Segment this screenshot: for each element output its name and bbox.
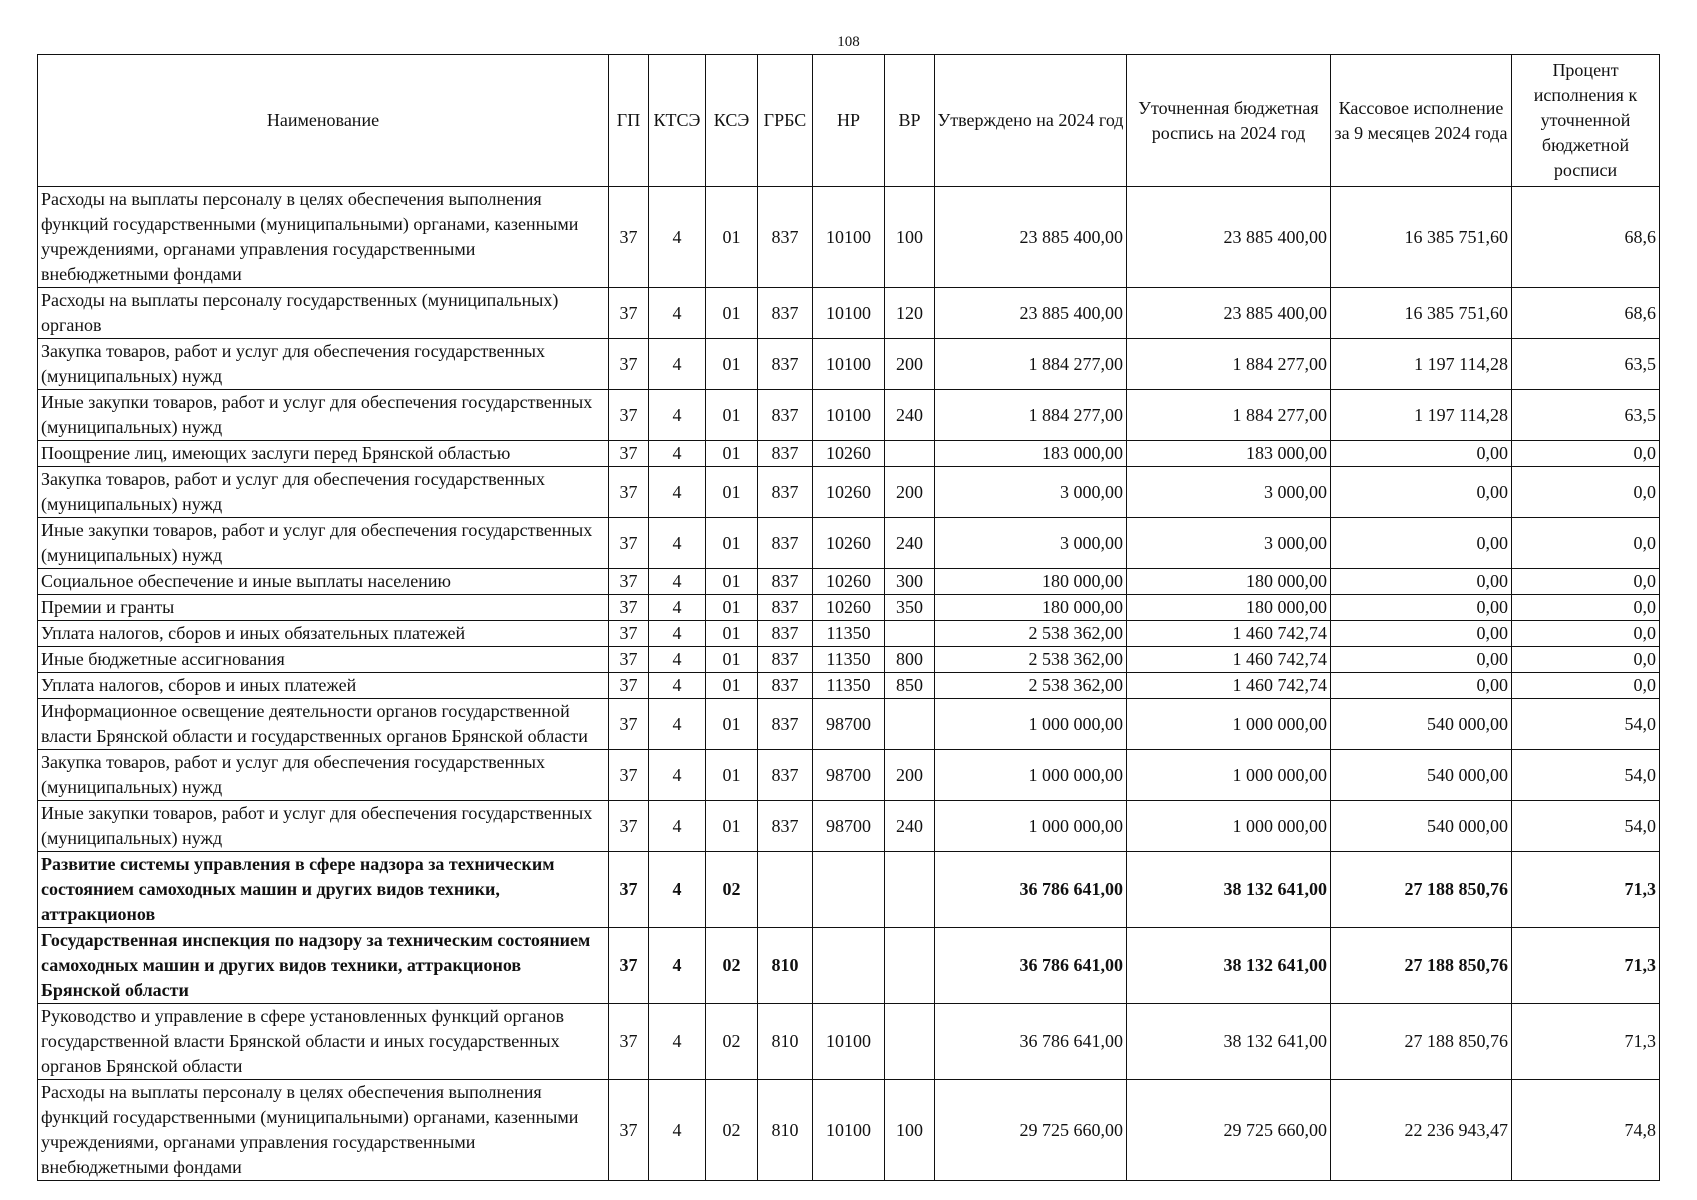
cell-gp: 37 xyxy=(609,621,649,647)
cell-np: 10260 xyxy=(813,467,885,518)
cell-name: Поощрение лиц, имеющих заслуги перед Брянской областью xyxy=(38,441,609,467)
cell-np: 11350 xyxy=(813,621,885,647)
cell-gp: 37 xyxy=(609,673,649,699)
cell-kse: 01 xyxy=(706,750,758,801)
cell-ktse: 4 xyxy=(649,467,706,518)
cell-gp: 37 xyxy=(609,187,649,288)
header-np: НР xyxy=(813,55,885,187)
cell-percent: 0,0 xyxy=(1512,467,1660,518)
cell-percent: 0,0 xyxy=(1512,621,1660,647)
cell-approved: 23 885 400,00 xyxy=(935,187,1127,288)
cell-vr xyxy=(885,928,935,1004)
cell-vr: 800 xyxy=(885,647,935,673)
table-row xyxy=(38,928,1660,1004)
cell-np: 10260 xyxy=(813,441,885,467)
cell-kse: 02 xyxy=(706,852,758,928)
cell-percent: 71,3 xyxy=(1512,928,1660,1004)
cell-approved: 1 000 000,00 xyxy=(935,750,1127,801)
table-row xyxy=(38,187,1660,288)
cell-percent: 68,6 xyxy=(1512,288,1660,339)
cell-executed: 0,00 xyxy=(1331,673,1512,699)
cell-name: Уплата налогов, сборов и иных обязательных платежей xyxy=(38,621,609,647)
cell-percent: 68,6 xyxy=(1512,187,1660,288)
cell-vr: 120 xyxy=(885,288,935,339)
cell-grbs xyxy=(758,852,813,928)
cell-gp: 37 xyxy=(609,1080,649,1181)
cell-percent: 0,0 xyxy=(1512,647,1660,673)
cell-clarified: 3 000,00 xyxy=(1127,467,1331,518)
header-executed: Кассовое исполнение за 9 месяцев 2024 года xyxy=(1331,55,1512,187)
table-row xyxy=(38,569,1660,595)
cell-grbs: 837 xyxy=(758,621,813,647)
cell-name: Руководство и управление в сфере установленных функций органов государственной власти Брянской области и иных государственных органов Брянской области xyxy=(38,1004,609,1080)
cell-vr: 850 xyxy=(885,673,935,699)
table-row xyxy=(38,441,1660,467)
cell-approved: 1 884 277,00 xyxy=(935,339,1127,390)
cell-name: Закупка товаров, работ и услуг для обеспечения государственных (муниципальных) нужд xyxy=(38,339,609,390)
cell-percent: 63,5 xyxy=(1512,339,1660,390)
cell-np: 10260 xyxy=(813,518,885,569)
cell-grbs: 837 xyxy=(758,467,813,518)
cell-ktse: 4 xyxy=(649,801,706,852)
header-vr: ВР xyxy=(885,55,935,187)
cell-executed: 0,00 xyxy=(1331,595,1512,621)
cell-kse: 01 xyxy=(706,441,758,467)
cell-grbs: 837 xyxy=(758,595,813,621)
header-approved: Утверждено на 2024 год xyxy=(935,55,1127,187)
cell-ktse: 4 xyxy=(649,339,706,390)
cell-clarified: 1 884 277,00 xyxy=(1127,390,1331,441)
cell-ktse: 4 xyxy=(649,1004,706,1080)
cell-name: Государственная инспекция по надзору за техническим состоянием самоходных машин и других видов техники, аттракционов Брянской области xyxy=(38,928,609,1004)
cell-name: Расходы на выплаты персоналу в целях обеспечения выполнения функций государственными (муниципальными) органами, казенными учреждениями, органами управления государственными внебюджетными фондами xyxy=(38,1080,609,1181)
cell-np: 10100 xyxy=(813,187,885,288)
cell-name: Иные закупки товаров, работ и услуг для обеспечения государственных (муниципальных) нужд xyxy=(38,390,609,441)
cell-executed: 22 236 943,47 xyxy=(1331,1080,1512,1181)
cell-gp: 37 xyxy=(609,441,649,467)
cell-vr: 200 xyxy=(885,339,935,390)
table-row xyxy=(38,467,1660,518)
cell-clarified: 1 460 742,74 xyxy=(1127,621,1331,647)
cell-clarified: 23 885 400,00 xyxy=(1127,187,1331,288)
header-ktse: КТСЭ xyxy=(649,55,706,187)
cell-approved: 3 000,00 xyxy=(935,518,1127,569)
cell-grbs: 837 xyxy=(758,390,813,441)
cell-gp: 37 xyxy=(609,390,649,441)
cell-ktse: 4 xyxy=(649,750,706,801)
cell-np: 10260 xyxy=(813,569,885,595)
cell-kse: 01 xyxy=(706,339,758,390)
cell-grbs: 837 xyxy=(758,699,813,750)
cell-grbs: 837 xyxy=(758,673,813,699)
cell-name: Уплата налогов, сборов и иных платежей xyxy=(38,673,609,699)
table-body xyxy=(38,187,1660,1181)
cell-executed: 0,00 xyxy=(1331,518,1512,569)
cell-name: Расходы на выплаты персоналу государственных (муниципальных) органов xyxy=(38,288,609,339)
cell-kse: 02 xyxy=(706,1004,758,1080)
cell-gp: 37 xyxy=(609,288,649,339)
cell-clarified: 183 000,00 xyxy=(1127,441,1331,467)
cell-grbs: 837 xyxy=(758,569,813,595)
cell-np: 10260 xyxy=(813,595,885,621)
cell-approved: 2 538 362,00 xyxy=(935,673,1127,699)
cell-kse: 02 xyxy=(706,1080,758,1181)
cell-gp: 37 xyxy=(609,1004,649,1080)
cell-percent: 71,3 xyxy=(1512,852,1660,928)
cell-kse: 01 xyxy=(706,673,758,699)
cell-approved: 1 000 000,00 xyxy=(935,699,1127,750)
cell-name: Информационное освещение деятельности органов государственной власти Брянской области и государственных органов Брянской области xyxy=(38,699,609,750)
cell-np: 10100 xyxy=(813,1004,885,1080)
cell-np: 10100 xyxy=(813,339,885,390)
cell-grbs: 810 xyxy=(758,1004,813,1080)
cell-gp: 37 xyxy=(609,852,649,928)
cell-kse: 01 xyxy=(706,518,758,569)
cell-grbs: 810 xyxy=(758,1080,813,1181)
cell-percent: 63,5 xyxy=(1512,390,1660,441)
cell-name: Иные закупки товаров, работ и услуг для обеспечения государственных (муниципальных) нужд xyxy=(38,801,609,852)
cell-ktse: 4 xyxy=(649,518,706,569)
cell-name: Закупка товаров, работ и услуг для обеспечения государственных (муниципальных) нужд xyxy=(38,467,609,518)
table-row xyxy=(38,852,1660,928)
cell-vr: 100 xyxy=(885,187,935,288)
cell-executed: 1 197 114,28 xyxy=(1331,339,1512,390)
cell-ktse: 4 xyxy=(649,621,706,647)
header-gp: ГП xyxy=(609,55,649,187)
cell-approved: 36 786 641,00 xyxy=(935,1004,1127,1080)
cell-vr: 200 xyxy=(885,750,935,801)
header-kse: КСЭ xyxy=(706,55,758,187)
table-row xyxy=(38,288,1660,339)
table-header-row xyxy=(38,55,1660,187)
cell-vr: 300 xyxy=(885,569,935,595)
cell-executed: 27 188 850,76 xyxy=(1331,1004,1512,1080)
table-row xyxy=(38,339,1660,390)
cell-approved: 36 786 641,00 xyxy=(935,928,1127,1004)
cell-kse: 01 xyxy=(706,467,758,518)
cell-grbs: 837 xyxy=(758,518,813,569)
cell-ktse: 4 xyxy=(649,673,706,699)
cell-np: 10100 xyxy=(813,390,885,441)
cell-grbs: 837 xyxy=(758,288,813,339)
cell-name: Социальное обеспечение и иные выплаты населению xyxy=(38,569,609,595)
header-grbs: ГРБС xyxy=(758,55,813,187)
cell-vr: 200 xyxy=(885,467,935,518)
cell-executed: 540 000,00 xyxy=(1331,801,1512,852)
cell-gp: 37 xyxy=(609,339,649,390)
cell-clarified: 180 000,00 xyxy=(1127,595,1331,621)
cell-vr xyxy=(885,1004,935,1080)
cell-executed: 0,00 xyxy=(1331,569,1512,595)
cell-name: Развитие системы управления в сфере надзора за техническим состоянием самоходных машин и других видов техники, аттракционов xyxy=(38,852,609,928)
cell-ktse: 4 xyxy=(649,647,706,673)
cell-approved: 23 885 400,00 xyxy=(935,288,1127,339)
cell-name: Расходы на выплаты персоналу в целях обеспечения выполнения функций государственными (муниципальными) органами, казенными учреждениями, органами управления государственными внебюджетными фондами xyxy=(38,187,609,288)
cell-clarified: 1 884 277,00 xyxy=(1127,339,1331,390)
cell-clarified: 29 725 660,00 xyxy=(1127,1080,1331,1181)
cell-ktse: 4 xyxy=(649,187,706,288)
cell-percent: 0,0 xyxy=(1512,518,1660,569)
cell-percent: 74,8 xyxy=(1512,1080,1660,1181)
cell-ktse: 4 xyxy=(649,699,706,750)
table-row xyxy=(38,647,1660,673)
cell-executed: 27 188 850,76 xyxy=(1331,928,1512,1004)
cell-approved: 29 725 660,00 xyxy=(935,1080,1127,1181)
cell-vr: 240 xyxy=(885,390,935,441)
cell-percent: 54,0 xyxy=(1512,750,1660,801)
header-name: Наименование xyxy=(38,55,609,187)
cell-ktse: 4 xyxy=(649,852,706,928)
cell-approved: 1 884 277,00 xyxy=(935,390,1127,441)
cell-grbs: 837 xyxy=(758,187,813,288)
cell-np: 10100 xyxy=(813,1080,885,1181)
cell-executed: 0,00 xyxy=(1331,441,1512,467)
cell-executed: 0,00 xyxy=(1331,647,1512,673)
cell-vr: 100 xyxy=(885,1080,935,1181)
cell-executed: 1 197 114,28 xyxy=(1331,390,1512,441)
page-number: 108 xyxy=(837,34,860,50)
cell-gp: 37 xyxy=(609,750,649,801)
cell-clarified: 180 000,00 xyxy=(1127,569,1331,595)
cell-grbs: 837 xyxy=(758,801,813,852)
cell-vr xyxy=(885,441,935,467)
cell-gp: 37 xyxy=(609,699,649,750)
cell-clarified: 38 132 641,00 xyxy=(1127,852,1331,928)
cell-kse: 01 xyxy=(706,699,758,750)
cell-kse: 01 xyxy=(706,390,758,441)
cell-clarified: 1 000 000,00 xyxy=(1127,801,1331,852)
cell-clarified: 1 000 000,00 xyxy=(1127,699,1331,750)
cell-approved: 36 786 641,00 xyxy=(935,852,1127,928)
cell-clarified: 23 885 400,00 xyxy=(1127,288,1331,339)
cell-percent: 54,0 xyxy=(1512,699,1660,750)
cell-kse: 01 xyxy=(706,187,758,288)
table-row xyxy=(38,390,1660,441)
cell-gp: 37 xyxy=(609,928,649,1004)
table-row xyxy=(38,801,1660,852)
cell-ktse: 4 xyxy=(649,441,706,467)
cell-kse: 01 xyxy=(706,621,758,647)
cell-executed: 540 000,00 xyxy=(1331,699,1512,750)
cell-np: 11350 xyxy=(813,673,885,699)
cell-gp: 37 xyxy=(609,595,649,621)
cell-name: Закупка товаров, работ и услуг для обеспечения государственных (муниципальных) нужд xyxy=(38,750,609,801)
table-row xyxy=(38,699,1660,750)
cell-gp: 37 xyxy=(609,647,649,673)
cell-kse: 01 xyxy=(706,801,758,852)
cell-gp: 37 xyxy=(609,467,649,518)
cell-percent: 0,0 xyxy=(1512,569,1660,595)
cell-clarified: 1 000 000,00 xyxy=(1127,750,1331,801)
cell-vr xyxy=(885,621,935,647)
cell-grbs: 837 xyxy=(758,750,813,801)
cell-kse: 02 xyxy=(706,928,758,1004)
cell-ktse: 4 xyxy=(649,1080,706,1181)
cell-approved: 2 538 362,00 xyxy=(935,621,1127,647)
budget-table xyxy=(37,54,1660,1181)
cell-executed: 540 000,00 xyxy=(1331,750,1512,801)
cell-clarified: 1 460 742,74 xyxy=(1127,673,1331,699)
cell-clarified: 38 132 641,00 xyxy=(1127,1004,1331,1080)
table-row xyxy=(38,518,1660,569)
table-row xyxy=(38,595,1660,621)
cell-ktse: 4 xyxy=(649,569,706,595)
cell-kse: 01 xyxy=(706,595,758,621)
cell-approved: 1 000 000,00 xyxy=(935,801,1127,852)
cell-np: 98700 xyxy=(813,699,885,750)
cell-executed: 16 385 751,60 xyxy=(1331,288,1512,339)
cell-vr xyxy=(885,699,935,750)
cell-clarified: 38 132 641,00 xyxy=(1127,928,1331,1004)
cell-name: Иные закупки товаров, работ и услуг для обеспечения государственных (муниципальных) нужд xyxy=(38,518,609,569)
cell-vr: 240 xyxy=(885,801,935,852)
cell-np: 11350 xyxy=(813,647,885,673)
cell-grbs: 810 xyxy=(758,928,813,1004)
cell-clarified: 3 000,00 xyxy=(1127,518,1331,569)
cell-percent: 0,0 xyxy=(1512,595,1660,621)
cell-gp: 37 xyxy=(609,569,649,595)
cell-vr xyxy=(885,852,935,928)
cell-executed: 27 188 850,76 xyxy=(1331,852,1512,928)
cell-percent: 0,0 xyxy=(1512,673,1660,699)
cell-grbs: 837 xyxy=(758,339,813,390)
cell-vr: 240 xyxy=(885,518,935,569)
cell-np: 98700 xyxy=(813,750,885,801)
cell-approved: 180 000,00 xyxy=(935,595,1127,621)
cell-np: 98700 xyxy=(813,801,885,852)
cell-vr: 350 xyxy=(885,595,935,621)
cell-name: Иные бюджетные ассигнования xyxy=(38,647,609,673)
cell-approved: 180 000,00 xyxy=(935,569,1127,595)
cell-np xyxy=(813,852,885,928)
cell-kse: 01 xyxy=(706,647,758,673)
cell-ktse: 4 xyxy=(649,595,706,621)
cell-kse: 01 xyxy=(706,288,758,339)
table-row xyxy=(38,621,1660,647)
cell-percent: 54,0 xyxy=(1512,801,1660,852)
cell-approved: 183 000,00 xyxy=(935,441,1127,467)
cell-np: 10100 xyxy=(813,288,885,339)
header-clarified: Уточненная бюджетная роспись на 2024 год xyxy=(1127,55,1331,187)
cell-gp: 37 xyxy=(609,518,649,569)
header-percent: Процент исполнения к уточненной бюджетной росписи xyxy=(1512,55,1660,187)
cell-ktse: 4 xyxy=(649,928,706,1004)
cell-executed: 0,00 xyxy=(1331,621,1512,647)
cell-name: Премии и гранты xyxy=(38,595,609,621)
cell-percent: 0,0 xyxy=(1512,441,1660,467)
cell-kse: 01 xyxy=(706,569,758,595)
cell-percent: 71,3 xyxy=(1512,1004,1660,1080)
cell-grbs: 837 xyxy=(758,647,813,673)
cell-clarified: 1 460 742,74 xyxy=(1127,647,1331,673)
cell-gp: 37 xyxy=(609,801,649,852)
table-row xyxy=(38,750,1660,801)
cell-approved: 2 538 362,00 xyxy=(935,647,1127,673)
cell-approved: 3 000,00 xyxy=(935,467,1127,518)
cell-ktse: 4 xyxy=(649,390,706,441)
table-row xyxy=(38,1004,1660,1080)
cell-executed: 0,00 xyxy=(1331,467,1512,518)
table-row xyxy=(38,673,1660,699)
cell-ktse: 4 xyxy=(649,288,706,339)
cell-executed: 16 385 751,60 xyxy=(1331,187,1512,288)
cell-grbs: 837 xyxy=(758,441,813,467)
cell-np xyxy=(813,928,885,1004)
table-row xyxy=(38,1080,1660,1181)
